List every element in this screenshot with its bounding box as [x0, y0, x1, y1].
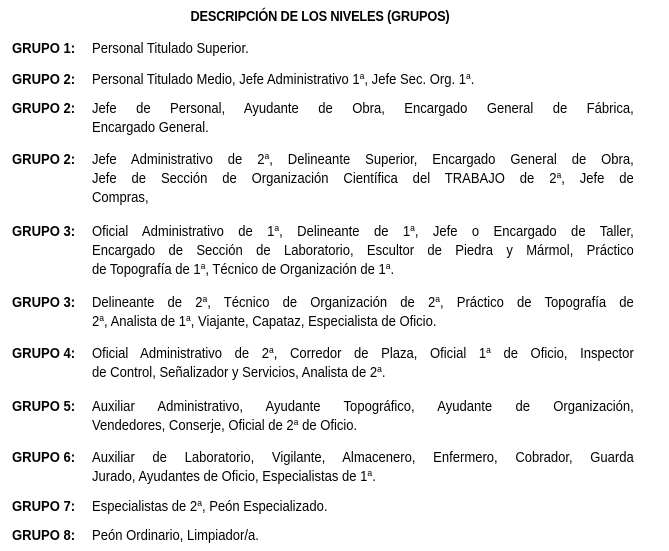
ordinal-superscript: a [200, 261, 206, 272]
group-label: GRUPO 3: [12, 295, 76, 311]
page-title: DESCRIPCIÓN DE LOS NIVELES (GRUPOS) [190, 9, 450, 25]
group-row [12, 71, 624, 90]
ordinal-superscript: a [556, 170, 562, 181]
group-description [92, 398, 634, 436]
group-label: GRUPO 6: [12, 450, 76, 466]
group-row [12, 527, 624, 546]
ordinal-superscript: a [486, 345, 491, 356]
group-label: GRUPO 1: [12, 41, 76, 57]
group-label: GRUPO 5: [12, 399, 76, 415]
group-label: GRUPO 2: [12, 152, 76, 168]
description-line: Especialistas de 2$^a$, Peón Especializado. [92, 498, 328, 515]
group-description [92, 40, 634, 59]
ordinal-superscript: a [197, 498, 202, 509]
group-description [92, 71, 634, 90]
description-line: Compras, [92, 190, 149, 206]
group-row [12, 449, 634, 487]
description-line: Encargado General. [92, 120, 209, 136]
description-line: Encargado de Sección de Laboratorio, Escultor de Piedra y Mármol, Práctico [92, 243, 634, 259]
ordinal-superscript: a [99, 313, 105, 324]
description-line: Jefe Administrativo de 2$^a$, Delineante Superior, Encargado General de Obra, [92, 151, 634, 168]
group-label: GRUPO 7: [12, 499, 76, 515]
ordinal-superscript: a [377, 364, 382, 375]
ordinal-superscript: a [465, 71, 471, 82]
group-label: GRUPO 3: [12, 224, 76, 240]
ordinal-superscript: a [274, 223, 280, 234]
description-line: Auxiliar Administrativo, Ayudante Topográfico, Ayudante de Organización, [92, 399, 634, 415]
ordinal-superscript: a [359, 71, 365, 82]
group-row [12, 345, 634, 383]
description-line: Personal Titulado Medio, Jefe Administrativo 1$^a$, Jefe Sec. Org. 1$^a$. [92, 71, 475, 88]
description-line: Delineante de 2$^a$, Técnico de Organización de 2$^a$, Práctico de Topografía de [92, 294, 634, 311]
ordinal-superscript: a [435, 294, 440, 305]
group-description [92, 294, 634, 332]
description-line: Jefe de Personal, Ayudante de Obra, Encargado General de Fábrica, [92, 101, 634, 117]
group-description [92, 449, 634, 487]
description-line: Jurado, Ayudantes de Oficio, Especialistas de 1$^a$. [92, 468, 376, 485]
description-line: Auxiliar de Laboratorio, Vigilante, Almacenero, Enfermero, Cobrador, Guarda [92, 450, 634, 466]
group-label: GRUPO 2: [12, 72, 76, 88]
description-line: Personal Titulado Superior. [92, 41, 249, 57]
description-line: Jefe de Sección de Organización Científica del TRABAJO de 2$^a$, Jefe de [92, 170, 634, 187]
group-description [92, 498, 634, 517]
group-description [92, 100, 634, 138]
group-row [12, 223, 634, 280]
description-line: Oficial Administrativo de 1$^a$, Delineante de 1$^a$, Jefe o Encargado de Taller, [92, 223, 634, 240]
ordinal-superscript: a [269, 345, 274, 356]
group-label: GRUPO 4: [12, 346, 76, 362]
ordinal-superscript: a [385, 261, 391, 272]
group-row [12, 40, 624, 59]
group-row [12, 294, 634, 332]
group-row [12, 498, 624, 517]
group-row [12, 151, 634, 208]
description-line: Peón Ordinario, Limpiador/a. [92, 528, 259, 544]
ordinal-superscript: a [410, 223, 415, 234]
group-description [92, 345, 634, 383]
ordinal-superscript: a [202, 294, 208, 305]
ordinal-superscript: a [293, 417, 299, 428]
group-description [92, 527, 634, 546]
description-line: de Control, Señalizador y Servicios, Analista de 2$^a$. [92, 364, 386, 381]
group-row [12, 398, 634, 436]
group-description [92, 223, 634, 280]
ordinal-superscript: a [186, 313, 191, 324]
description-line: de Topografía de 1$^a$, Técnico de Organización de 1$^a$. [92, 261, 395, 278]
description-line: Vendedores, Conserje, Oficial de 2$^a$ de Oficio. [92, 417, 358, 434]
group-description [92, 151, 634, 208]
group-label: GRUPO 2: [12, 101, 76, 117]
ordinal-superscript: a [367, 468, 373, 479]
description-line: 2$^a$, Analista de 1$^a$, Viajante, Capataz, Especialista de Oficio. [92, 313, 437, 330]
group-row [12, 100, 634, 138]
description-line: Oficial Administrativo de 2$^a$, Corredor de Plaza, Oficial 1$^a$ de Oficio, Inspector [92, 345, 634, 362]
ordinal-superscript: a [264, 151, 270, 162]
group-label: GRUPO 8: [12, 528, 76, 544]
